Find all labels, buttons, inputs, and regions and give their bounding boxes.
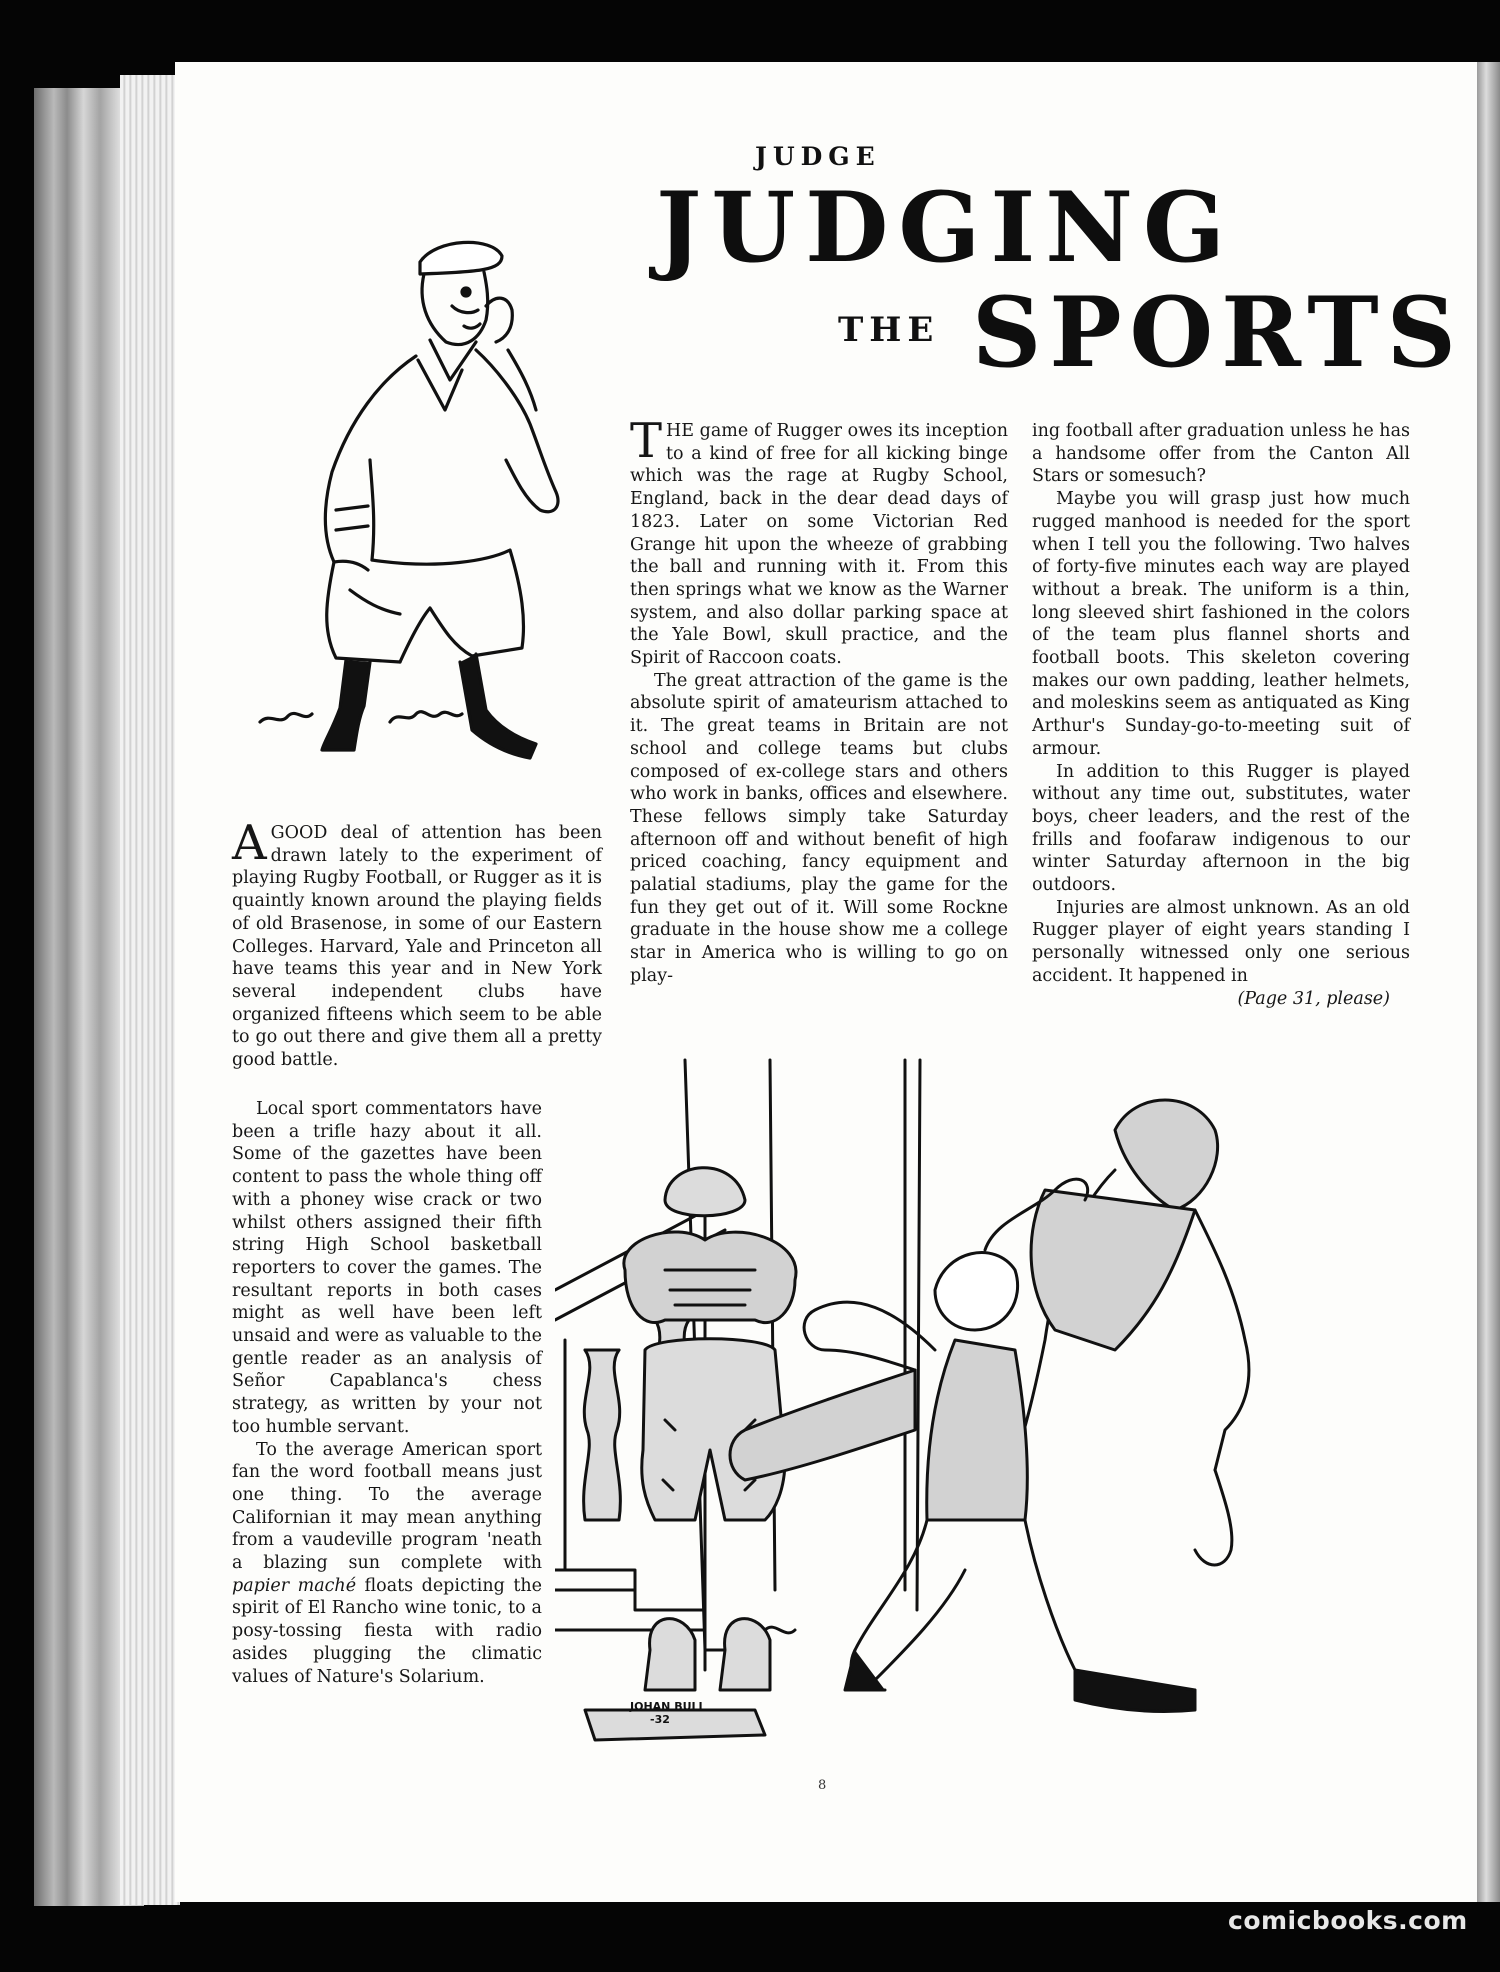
article-column-middle	[630, 413, 1008, 988]
page-number: 8	[818, 1778, 827, 1793]
article-title-line1: JUDGING	[656, 171, 1236, 284]
site-watermark: comicbooks.com	[1228, 1906, 1468, 1935]
average-fan-text-a: To the average American sport fan the word football means just one thing. To the average Californian it may mean anything from a vaudeville program 'neath a blazing sun complete with	[232, 1439, 542, 1574]
paragraph-no-time-out: In addition to this Rugger is played without any time out, substitutes, water boys, cheer leaders, and the rest of the frills and foofaraw indigenous to our winter Saturday afternoon in the big outdoors.	[1032, 761, 1410, 896]
paragraph-graduation: ing football after graduation unless he has a handsome offer from the Canton All Stars or somesuch?	[1032, 421, 1410, 487]
paragraph-commentators: Local sport commentators have been a trifle hazy about it all. Some of the gazettes have been content to pass the whole thing off with a phoney wise crack or two whilst others assigned their fifth string High School basketball reporters to cover the games. The resultant reports in both cases might as well have been left unsaid and were as valuable to the gentle reader as an analysis of Señor Capablanca's chess strategy, as written by your not too humble servant.	[232, 1099, 542, 1437]
article-title-the: THE	[838, 310, 940, 350]
artist-signature	[630, 1700, 706, 1726]
page-right-edge	[1477, 62, 1500, 1902]
paragraph-average-fan	[232, 1439, 542, 1689]
page-stack-edge	[120, 75, 180, 1905]
paragraph-injuries: Injuries are almost unknown. As an old Rugger player of eight years standing I personally witnessed only one serious accident. It happened in	[1032, 897, 1410, 986]
rugby-player-illustration	[240, 210, 600, 770]
article-intro-paragraph	[232, 815, 602, 1072]
italic-papier-mache: papier maché	[232, 1575, 357, 1596]
paragraph-inception	[630, 413, 1008, 670]
middle-lead-word: HE	[666, 421, 695, 441]
article-column-left	[232, 1098, 542, 1688]
inception-text: game of Rugger owes its inception to a kind of free for all kicking binge which was the rage at Rugby School, England, back in the dear dead days of 1823. Later on some Victorian Red Grange hit upon the wheeze of grabbing the ball and running with it. From this then springs what we know as the Warner system, and also dollar parking space at the Yale Bowl, skull practice, and the Spirit of Raccoon coats.	[630, 421, 1008, 669]
armour-and-rugger-illustration	[555, 1050, 1415, 1780]
article-title-line2: SPORTS	[972, 276, 1464, 389]
continued-link: (Page 31, please)	[1237, 988, 1390, 1009]
signature-year: -32	[650, 1713, 670, 1726]
intro-text: deal of attention has been drawn lately to the experiment of playing Rugby Football, or Rugger as it is quaintly known around the playing fields of old Brasenose, in some of our Eastern Colleges. Harvard, Yale and Princeton all have teams this year and in New York several independent clubs have organized fifteens which seem to be able to go out there and give them all a pretty good battle.	[232, 823, 602, 1071]
signature-name: JOHAN BULL	[630, 1700, 706, 1713]
paragraph-amateurism: The great attraction of the game is the absolute spirit of amateurism attached to it. The great teams in Britain are not school and college teams but clubs composed of ex-college stars and others who work in banks, offices and elsewhere. These fellows simply take Saturday afternoon off and without benefit of high priced coaching, fancy equipment and palatial stadiums, play the game for the fun they get out of it. Will some Rockne graduate in the house show me a college star in America who is willing to go on play-	[630, 670, 1008, 986]
dropcap-a: A	[232, 815, 267, 871]
average-fan-text-b: floats depicting the spirit of El Rancho wine tonic, to a posy-tossing fiesta with radio asides plugging the climatic values of Nature's Solarium.	[232, 1575, 542, 1687]
paragraph-manhood: Maybe you will grasp just how much rugged manhood is needed for the sport when I tell you the following. Two halves of forty-five minutes each way are played without a break. The uniform is a thin, long sleeved shirt fashioned in the colors of the team plus flannel shorts and football boots. This skeleton covering makes our own padding, leather helmets, and moleskins seem as antiquated as King Arthur's Sunday-go-to-meeting suit of armour.	[1032, 489, 1410, 759]
article-column-right	[1032, 420, 1410, 1010]
magazine-kicker: JUDGE	[755, 142, 881, 171]
dropcap-t: T	[630, 413, 663, 469]
intro-lead-word: GOOD	[270, 823, 328, 843]
